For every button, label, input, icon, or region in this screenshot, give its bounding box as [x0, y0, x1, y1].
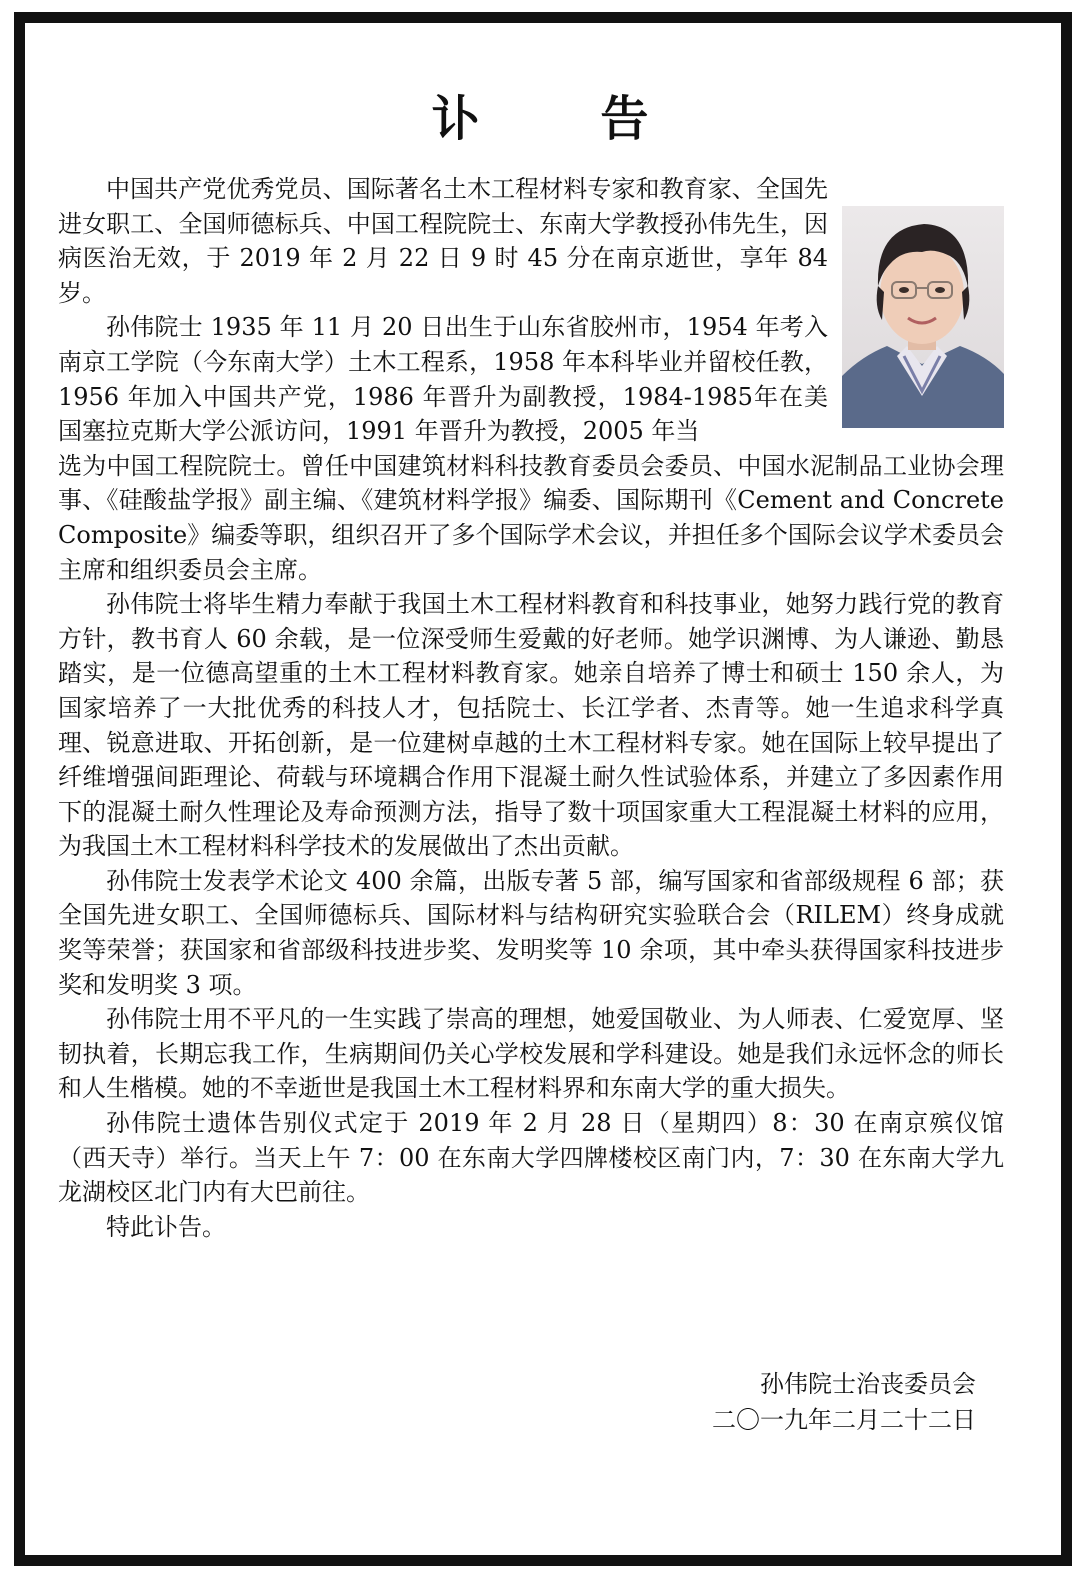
paragraph-3: 孙伟院士将毕生精力奉献于我国土木工程材料教育和科技事业，她努力践行党的教育方针，教书育人 60 余载，是一位深受师生爱戴的好老师。她学识渊博、为人谦逊、勤恳踏实，是一位德高望重的土木工程材料教育家。她亲自培养了博士和硕士 150 余人，为国家培养了一大批优秀的科技人才，包括院士、长江学者、杰青等。她一生追求科学真理、锐意进取、开拓创新，是一位建树卓越的土木工程材料专家。她在国际上较早提出了纤维增强间距理论、荷载与环境耦合作用下混凝土耐久性试验体系，并建立了多因素作用下的混凝土耐久性理论及寿命预测方法，指导了数十项国家重大工程混凝土材料的应用，为我国土木工程材料科学技术的发展做出了杰出贡献。	[58, 590, 1004, 861]
paragraph-6: 孙伟院士遗体告别仪式定于 2019 年 2 月 28 日（星期四）8：30 在南京殡仪馆（西天寺）举行。当天上午 7：00 在东南大学四牌楼校区南门内，7：30 在东南大学九龙湖校区北门内有大巴前往。	[58, 1109, 1004, 1207]
paragraph-2-line-3: 校任教，1956 年加入中国共产党，1986 年晋升为副教授，1984-1985	[58, 347, 828, 411]
paragraph-1-line-4: 京逝世，享年 84 岁。	[58, 244, 828, 307]
paragraph-5: 孙伟院士用不平凡的一生实践了崇高的理想，她爱国敬业、为人师表、仁爱宽厚、坚韧执着，长期忘我工作，生病期间仍关心学校发展和学科建设。她是我们永远怀念的师长和人生楷模。她的不幸逝世是我国土木工程材料界和东南大学的重大损失。	[58, 1005, 1004, 1103]
paragraph-1-line-2: 全国先进女职工、全国师德标兵、中国工程院院士、东南大学教	[58, 175, 829, 238]
paragraph-1	[58, 172, 828, 310]
signature-block	[712, 1366, 976, 1438]
paragraph-2-line-4: 年在美国塞拉克斯大学公派访问，1991 年晋升为教授，2005 年当	[58, 382, 828, 446]
paragraph-2-rest: 选为中国工程院院士。曾任中国建筑材料科技教育委员会委员、中国水泥制品工业协会理事、《硅酸盐学报》副主编、《建筑材料学报》编委、国际期刊《Cement and Concrete Composite》编委等职，组织召开了多个国际学术会议，并担任多个国际会议学术委员会主席和组织委员会主席。	[58, 451, 1004, 584]
paragraph-1-line-3: 授孙伟先生，因病医治无效，于 2019 年 2 月 22 日 9 时 45 分在南	[58, 209, 829, 273]
paragraph-2-head	[58, 310, 828, 448]
paragraph-7: 特此讣告。	[106, 1212, 226, 1241]
paragraph-2-line-1: 孙伟院士 1935 年 11 月 20 日出生于山东省胶州市，1954 年考	[106, 313, 804, 342]
committee-name: 孙伟院士治丧委员会	[760, 1370, 976, 1398]
signature-date: 二〇一九年二月二十二日	[712, 1406, 976, 1434]
page-title: 讣 告	[431, 91, 701, 147]
paragraph-2-line-2: 入南京工学院（今东南大学）土木工程系，1958 年本科毕业并留	[58, 313, 828, 376]
obituary-body	[58, 172, 1004, 1244]
paragraph-4: 孙伟院士发表学术论文 400 余篇，出版专著 5 部，编写国家和省部级规程 6 部；获全国先进女职工、全国师德标兵、国际材料与结构研究实验联合会（RILEM）终身成就奖等荣誉；获国家和省部级科技进步奖、发明奖等 10 余项，其中牵头获得国家科技进步奖和发明奖 3 项。	[58, 866, 1004, 999]
paragraph-1-line-1: 中国共产党优秀党员、国际著名土木工程材料专家和教育家、	[106, 175, 756, 203]
